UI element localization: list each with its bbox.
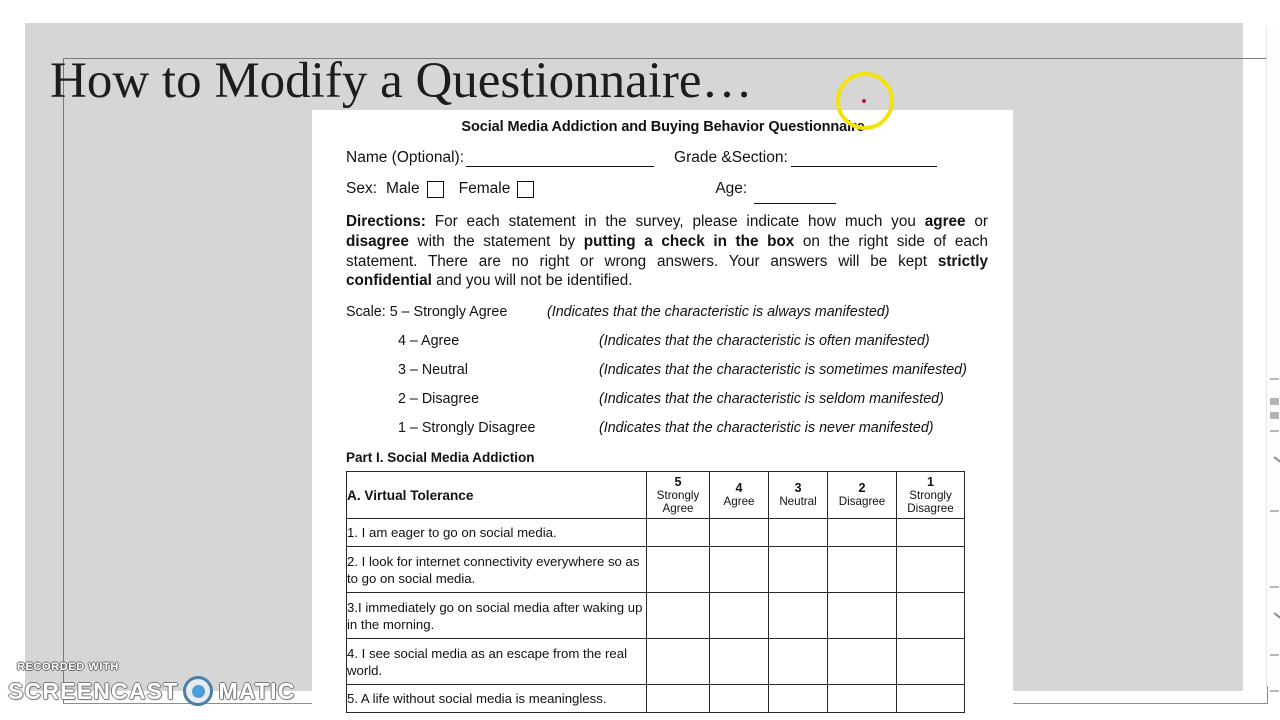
answer-cell-1[interactable] xyxy=(897,685,965,713)
scale-description-2: (Indicates that the characteristic is seldom manifested) xyxy=(599,391,944,408)
table-row xyxy=(347,593,965,639)
answer-cell-5[interactable] xyxy=(647,639,710,685)
sliver-mark-icon xyxy=(1270,378,1279,380)
name-input-line[interactable] xyxy=(466,153,654,167)
sliver-blob-icon xyxy=(1270,398,1279,405)
scale-description-5: (Indicates that the characteristic is always manifested) xyxy=(547,304,890,321)
scale-description-3: (Indicates that the characteristic is sometimes manifested) xyxy=(599,362,967,379)
question-item-5: 5. A life without social media is meaningless. xyxy=(347,685,647,713)
answer-cell-4[interactable] xyxy=(710,685,769,713)
sliver-mark-icon xyxy=(1270,586,1279,588)
answer-cell-1[interactable] xyxy=(897,593,965,639)
scale-column-label: Strongly Disagree xyxy=(907,488,954,516)
scale-description-4: (Indicates that the characteristic is often manifested) xyxy=(599,333,930,350)
sliver-mark-icon xyxy=(1270,510,1279,512)
answer-cell-2[interactable] xyxy=(828,593,897,639)
watermark-word-matic: MATIC xyxy=(218,678,296,704)
scale-column-5 xyxy=(647,472,710,519)
answer-cell-4[interactable] xyxy=(710,639,769,685)
scale-row xyxy=(346,392,994,407)
answer-cell-2[interactable] xyxy=(828,519,897,547)
scale-row xyxy=(346,421,994,436)
answer-cell-3[interactable] xyxy=(769,685,828,713)
answer-cell-3[interactable] xyxy=(769,639,828,685)
sliver-mark-icon xyxy=(1270,690,1279,692)
questionnaire-title: Social Media Addiction and Buying Behavior Questionnaire xyxy=(461,119,865,135)
female-label: Female xyxy=(458,180,511,197)
answer-cell-1[interactable] xyxy=(897,519,965,547)
scale-column-4 xyxy=(710,472,769,519)
scale-column-1 xyxy=(897,472,965,519)
table-row xyxy=(347,685,965,713)
answer-cell-2[interactable] xyxy=(828,547,897,593)
answer-cell-5[interactable] xyxy=(647,519,710,547)
answer-cell-1[interactable] xyxy=(897,639,965,685)
scale-column-number: 2 xyxy=(858,481,866,496)
watermark-top-line: RECORDED WITH xyxy=(17,661,119,673)
sex-label: Sex: xyxy=(346,180,378,197)
grade-section-input-line[interactable] xyxy=(791,153,937,167)
directions-part5: and you will not be identified. xyxy=(431,272,633,290)
question-item-1: 1. I am eager to go on social media. xyxy=(347,519,647,547)
scale-legend xyxy=(346,305,994,436)
female-checkbox[interactable] xyxy=(517,181,534,198)
scale-row xyxy=(346,363,994,378)
scale-value-5: Scale: 5 – Strongly Agree xyxy=(346,304,508,321)
answer-cell-1[interactable] xyxy=(897,547,965,593)
directions-part1: For each statement in the survey, please indicate how much you xyxy=(425,213,925,230)
scale-column-label: Neutral xyxy=(779,495,817,509)
age-input-line[interactable] xyxy=(754,190,836,204)
scale-value-3: 3 – Neutral xyxy=(398,362,468,379)
answer-cell-5[interactable] xyxy=(647,685,710,713)
answer-cell-5[interactable] xyxy=(647,547,710,593)
answer-cell-4[interactable] xyxy=(710,593,769,639)
answer-cell-3[interactable] xyxy=(769,593,828,639)
male-checkbox[interactable] xyxy=(427,181,444,198)
answer-cell-4[interactable] xyxy=(710,519,769,547)
answer-cell-2[interactable] xyxy=(828,685,897,713)
question-item-2: 2. I look for internet connectivity everywhere so as to go on social media. xyxy=(347,547,647,593)
page-title: How to Modify a Questionnaire… xyxy=(50,53,753,109)
scale-column-label: Strongly Agree xyxy=(656,488,700,516)
scale-value-1: 1 – Strongly Disagree xyxy=(398,420,536,437)
scale-column-number: 4 xyxy=(735,481,743,496)
directions-part3: with the statement by xyxy=(408,232,584,250)
watermark-word-screencast: SCREENCAST xyxy=(8,678,179,704)
sliver-blob-icon xyxy=(1270,412,1279,419)
name-label: Name (Optional): xyxy=(346,149,465,166)
scale-row xyxy=(346,305,994,320)
question-item-4: 4. I see social media as an escape from the real world. xyxy=(347,639,647,685)
table-row xyxy=(347,547,965,593)
table-row xyxy=(347,639,965,685)
part-heading: Part I. Social Media Addiction xyxy=(346,450,535,466)
category-header: A. Virtual Tolerance xyxy=(347,472,647,519)
scale-column-label: Agree xyxy=(723,495,755,509)
answer-cell-4[interactable] xyxy=(710,547,769,593)
table-row xyxy=(347,519,965,547)
directions-bold3: putting a check in the box xyxy=(583,232,795,250)
sliver-slash-icon xyxy=(1267,612,1280,628)
questionnaire-table xyxy=(346,471,965,713)
directions-bold1: agree xyxy=(924,213,966,230)
table-header-row xyxy=(347,472,965,519)
scale-column-number: 5 xyxy=(674,474,682,489)
answer-cell-2[interactable] xyxy=(828,639,897,685)
directions-lead: Directions: xyxy=(346,213,426,230)
question-item-3: 3.I immediately go on social media after waking up in the morning. xyxy=(347,593,647,639)
document-content xyxy=(346,110,994,713)
directions-bold4: strictly confidential xyxy=(346,252,988,290)
answer-cell-3[interactable] xyxy=(769,519,828,547)
scale-column-2 xyxy=(828,472,897,519)
scale-column-number: 3 xyxy=(794,481,802,496)
directions-paragraph xyxy=(346,212,988,291)
scale-value-4: 4 – Agree xyxy=(398,333,460,350)
directions-part2: or xyxy=(965,213,989,230)
grade-section-label: Grade &Section: xyxy=(674,149,788,166)
scale-row xyxy=(346,334,994,349)
scale-description-1: (Indicates that the characteristic is never manifested) xyxy=(599,420,934,437)
name-grade-row xyxy=(346,149,994,167)
right-edge-panel-sliver xyxy=(1266,26,1280,686)
male-label: Male xyxy=(386,180,420,197)
sex-age-row xyxy=(346,180,994,198)
scale-column-number: 1 xyxy=(926,474,934,489)
answer-cell-3[interactable] xyxy=(769,547,828,593)
sliver-mark-icon xyxy=(1270,430,1279,432)
scale-column-3 xyxy=(769,472,828,519)
questionnaire-document xyxy=(312,110,1013,720)
sliver-slash-icon xyxy=(1267,456,1280,472)
sliver-mark-icon xyxy=(1270,654,1279,656)
answer-cell-5[interactable] xyxy=(647,593,710,639)
scale-column-label: Disagree xyxy=(838,495,886,509)
age-label: Age: xyxy=(715,180,748,197)
scale-value-2: 2 – Disagree xyxy=(398,391,480,408)
directions-part4: on the right side of each statement. There are no right or wrong answers. Your answers will be kept xyxy=(346,232,989,270)
directions-bold2: disagree xyxy=(346,232,409,250)
